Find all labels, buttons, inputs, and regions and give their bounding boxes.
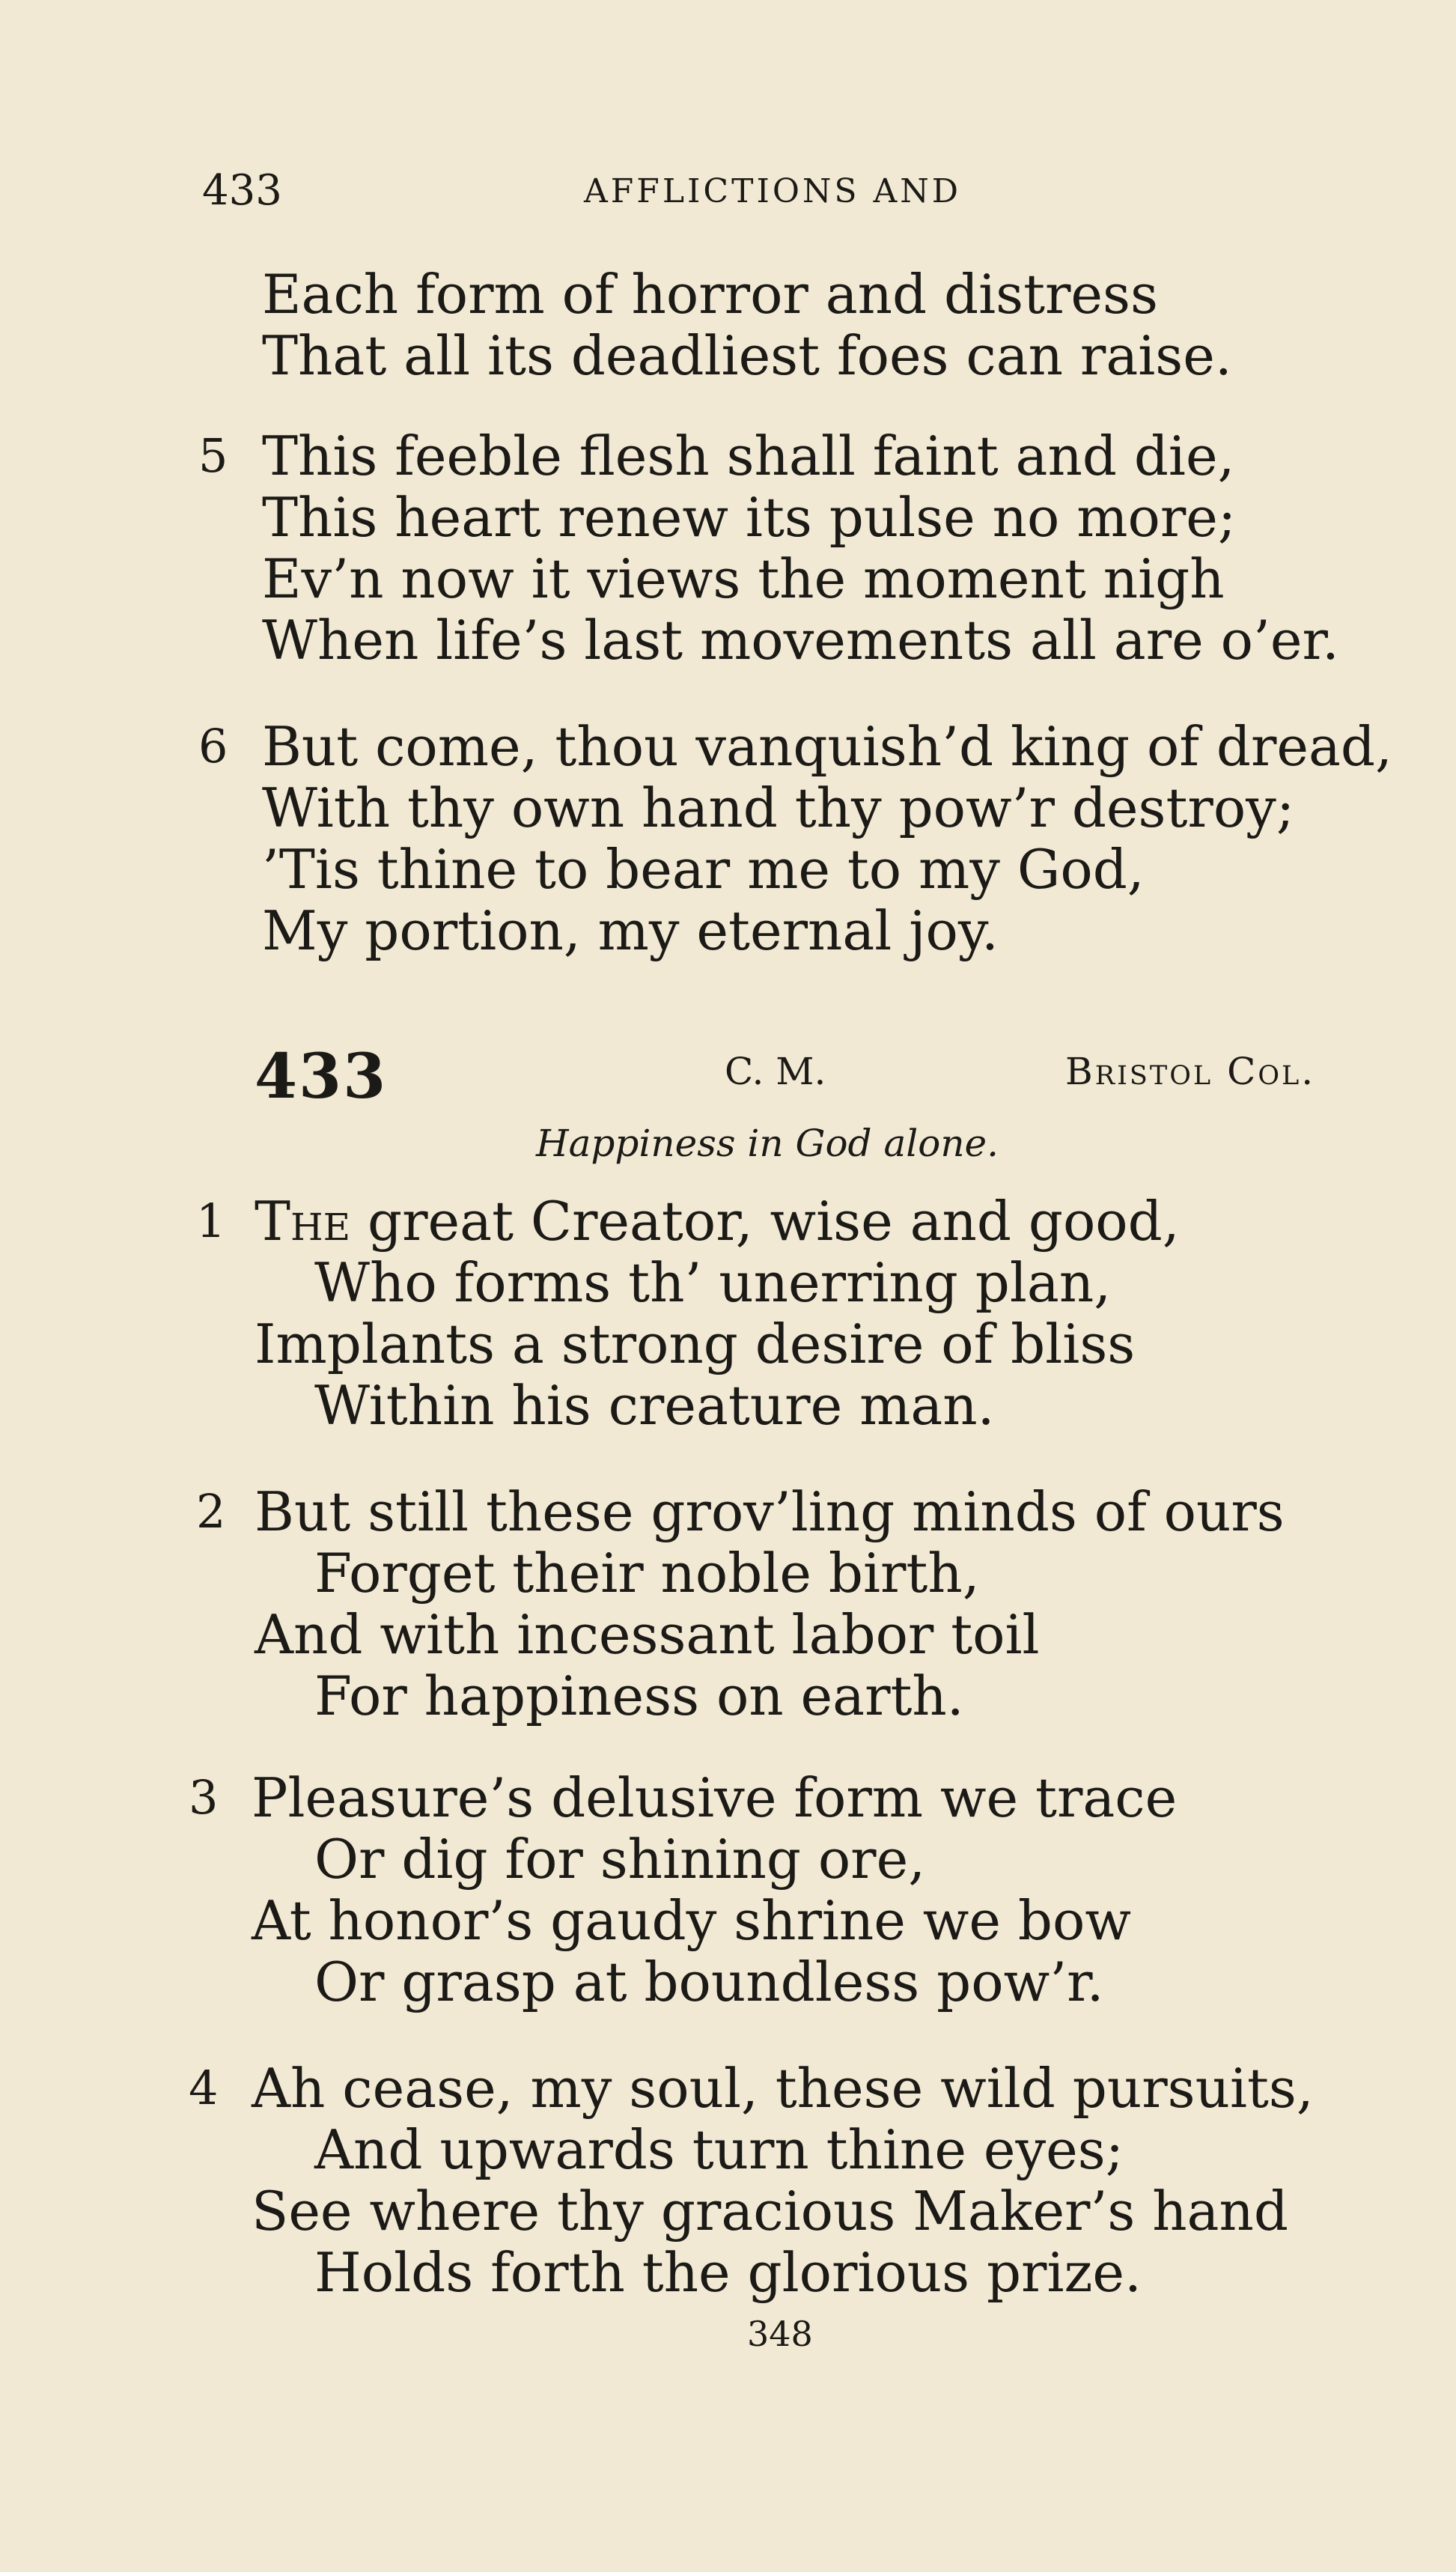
hymn-tune: Bristol Col. [1065, 1050, 1316, 1093]
stanza-number: 5 [198, 428, 228, 483]
verse-line: See where thy gracious Maker’s hand [252, 2180, 1288, 2243]
verse-line: Ah cease, my soul, these wild pursuits, [252, 2057, 1314, 2120]
first-line-rest: great Creator, wise and good, [350, 1190, 1180, 1253]
verse-line: Who forms th’ unerring plan, [314, 1251, 1112, 1314]
running-head-title: AFFLICTIONS AND [584, 172, 962, 210]
verse-line: My portion, my eternal joy. [262, 899, 999, 962]
verse-line: Ev’n now it views the moment nigh [262, 547, 1225, 610]
verse-line: Forget their noble birth, [314, 1542, 980, 1605]
first-word: The [255, 1190, 351, 1253]
verse-line: And with incessant labor toil [255, 1603, 1040, 1666]
verse-line: That all its deadliest foes can raise. [262, 324, 1232, 387]
stanza-number: 3 [189, 1770, 219, 1825]
verse-line: For happiness on earth. [314, 1664, 964, 1727]
verse-line: And upwards turn thine eyes; [314, 2118, 1124, 2181]
stanza-number: 2 [196, 1484, 226, 1539]
verse-line: When life’s last movements all are o’er. [262, 609, 1339, 672]
hymn-subtitle: Happiness in God alone. [536, 1122, 999, 1165]
hymn-header [0, 1041, 1456, 1113]
hymn-number: 433 [255, 1041, 388, 1113]
stanza-number: 4 [189, 2061, 219, 2115]
folio-page-number: 348 [747, 2314, 813, 2354]
verse-line: Pleasure’s delusive form we trace [252, 1766, 1178, 1829]
stanza-number: 1 [196, 1194, 226, 1248]
hymn-meter: C. M. [725, 1050, 826, 1093]
verse-line: But come, thou vanquish’d king of dread, [262, 715, 1392, 778]
running-head-page-number: 433 [202, 166, 282, 215]
verse-line [255, 1191, 1180, 1252]
verse-line: At honor’s gaudy shrine we bow [252, 1889, 1131, 1952]
verse-line: Each form of horror and distress [262, 263, 1158, 326]
verse-line: Or dig for shining ore, [314, 1828, 926, 1891]
verse-line: With thy own hand thy pow’r destroy; [262, 776, 1295, 839]
stanza-number: 6 [198, 719, 228, 773]
verse-line: ’Tis thine to bear me to my God, [262, 838, 1145, 901]
running-head [202, 166, 1041, 219]
verse-line: This feeble flesh shall faint and die, [262, 425, 1235, 487]
verse-line: But still these grov’ling minds of ours [255, 1480, 1285, 1543]
verse-line: Implants a strong desire of bliss [255, 1313, 1136, 1375]
verse-line: Or grasp at boundless pow’r. [314, 1951, 1104, 2013]
verse-line: This heart renew its pulse no more; [262, 486, 1237, 549]
verse-line: Within his creature man. [314, 1374, 995, 1437]
verse-line: Holds forth the glorious prize. [314, 2241, 1142, 2304]
